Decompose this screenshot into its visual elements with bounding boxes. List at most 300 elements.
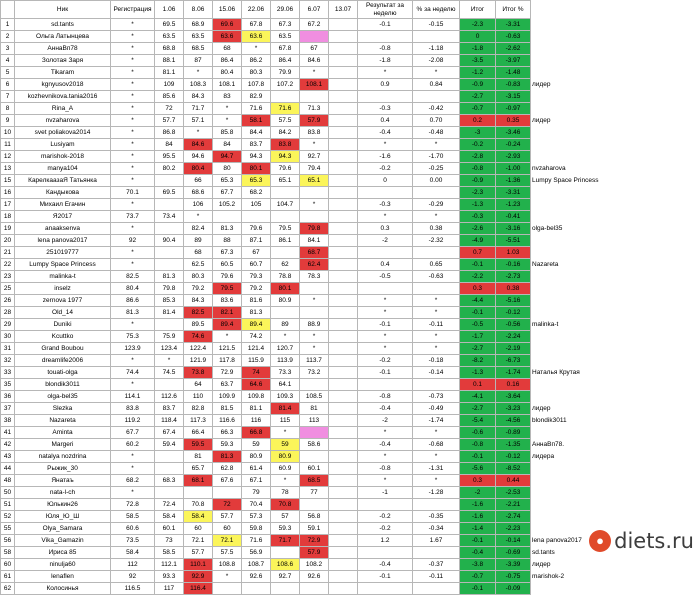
week-result-cell: -0.2 xyxy=(358,523,413,535)
weight-cell: 80.1 xyxy=(242,163,271,175)
weight-cell: 116 xyxy=(242,415,271,427)
weight-cell: 78.8 xyxy=(271,271,300,283)
weight-cell: 117 xyxy=(155,583,184,595)
week-percent-cell: -0.11 xyxy=(413,571,460,583)
weight-cell: 74.2 xyxy=(242,331,271,343)
week-percent-cell xyxy=(413,187,460,199)
weight-cell: * xyxy=(213,115,242,127)
registration-cell: * xyxy=(111,115,155,127)
nick-cell: Grand Boubou xyxy=(15,343,111,355)
total-percent-cell: -0.89 xyxy=(496,427,531,439)
week-result-cell: -2 xyxy=(358,415,413,427)
table-row xyxy=(1,439,669,451)
week-result-cell: * xyxy=(358,475,413,487)
weight-cell: 117.8 xyxy=(213,355,242,367)
nick-cell: Slezka xyxy=(15,403,111,415)
registration-cell: * xyxy=(111,379,155,391)
total-cell: -2.6 xyxy=(460,223,496,235)
weight-cell: 57 xyxy=(271,511,300,523)
weight-cell xyxy=(329,439,358,451)
nick-cell: Золотая Заря xyxy=(15,55,111,67)
week-percent-cell: -0.68 xyxy=(413,439,460,451)
weight-cell: 81.1 xyxy=(155,67,184,79)
registration-cell: * xyxy=(111,55,155,67)
weight-cell: 87 xyxy=(184,55,213,67)
weight-cell: 73.3 xyxy=(271,367,300,379)
total-percent-cell: -3.64 xyxy=(496,391,531,403)
week-result-cell: -0.8 xyxy=(358,391,413,403)
weight-cell: 66.4 xyxy=(184,427,213,439)
weight-cell: 89.4 xyxy=(242,319,271,331)
total-percent-cell: -0.24 xyxy=(496,139,531,151)
week-result-cell: 0.9 xyxy=(358,79,413,91)
weight-cell xyxy=(329,559,358,571)
total-cell: -0.1 xyxy=(460,583,496,595)
nick-cell: nata-l-ch xyxy=(15,487,111,499)
total-cell: -5.6 xyxy=(460,463,496,475)
week-percent-cell: * xyxy=(413,343,460,355)
total-percent-cell: -2.73 xyxy=(496,271,531,283)
row-number: 42 xyxy=(1,439,15,451)
week-percent-cell: -0.15 xyxy=(413,19,460,31)
weight-cell xyxy=(329,379,358,391)
weight-cell xyxy=(329,163,358,175)
week-percent-cell: * xyxy=(413,451,460,463)
weight-cell: 83.7 xyxy=(242,139,271,151)
weight-cell: 94.3 xyxy=(271,151,300,163)
side-note xyxy=(531,379,669,391)
weight-cell: 68.2 xyxy=(242,187,271,199)
total-cell: -1.4 xyxy=(460,523,496,535)
weight-cell: 57.1 xyxy=(184,115,213,127)
weight-cell: 63.7 xyxy=(213,379,242,391)
total-cell: -3 xyxy=(460,127,496,139)
week-percent-cell: 1.67 xyxy=(413,535,460,547)
total-cell: -1.3 xyxy=(460,367,496,379)
total-cell: 0.3 xyxy=(460,475,496,487)
nick-cell: Old_14 xyxy=(15,307,111,319)
weight-cell: 75.9 xyxy=(155,331,184,343)
watermark xyxy=(589,529,694,553)
weight-cell: 86.1 xyxy=(271,235,300,247)
weight-cell: 68 xyxy=(213,43,242,55)
week-result-cell xyxy=(358,583,413,595)
week-result-cell xyxy=(358,247,413,259)
row-number: 21 xyxy=(1,247,15,259)
weight-cell: 71.6 xyxy=(271,103,300,115)
registration-cell: * xyxy=(111,103,155,115)
weight-cell: 79.8 xyxy=(300,223,329,235)
week-percent-cell: -0.37 xyxy=(413,559,460,571)
weight-cell: 59.3 xyxy=(271,523,300,535)
total-percent-cell: -2.24 xyxy=(496,331,531,343)
total-cell: -0.1 xyxy=(460,451,496,463)
weight-cell: 63.5 xyxy=(155,31,184,43)
weight-cell: 57.7 xyxy=(155,115,184,127)
weight-cell: 109 xyxy=(155,79,184,91)
weight-cell: 84.3 xyxy=(184,91,213,103)
week-percent-cell: -0.18 xyxy=(413,355,460,367)
total-percent-cell: -3.23 xyxy=(496,403,531,415)
weight-cell: * xyxy=(213,331,242,343)
weight-cell: 69.5 xyxy=(155,187,184,199)
week-result-cell: -1 xyxy=(358,487,413,499)
weight-cell xyxy=(155,247,184,259)
total-percent-cell: -8.52 xyxy=(496,463,531,475)
table-row xyxy=(1,379,669,391)
weight-cell: 108.8 xyxy=(213,559,242,571)
weight-cell: 65.1 xyxy=(300,175,329,187)
weight-cell: 67.3 xyxy=(271,19,300,31)
nick-cell: Ольга Латынцева xyxy=(15,31,111,43)
row-number: 19 xyxy=(1,223,15,235)
nick-cell: 251019777 xyxy=(15,247,111,259)
week-percent-cell: -2.08 xyxy=(413,55,460,67)
side-note: lena panova2017 xyxy=(531,535,669,547)
row-number: 33 xyxy=(1,367,15,379)
weight-cell: 60 xyxy=(213,523,242,535)
row-number: 32 xyxy=(1,355,15,367)
week-result-cell: * xyxy=(358,451,413,463)
week-percent-cell: -0.42 xyxy=(413,103,460,115)
weight-cell: 57.7 xyxy=(213,511,242,523)
table-row xyxy=(1,271,669,283)
nick-cell: lena panova2017 xyxy=(15,235,111,247)
weight-cell: 112.1 xyxy=(155,559,184,571)
week-result-cell: -1.6 xyxy=(358,151,413,163)
week-percent-cell: -0.11 xyxy=(413,319,460,331)
weight-cell: 89 xyxy=(271,319,300,331)
total-cell: -0.7 xyxy=(460,103,496,115)
total-percent-cell: -2.53 xyxy=(496,487,531,499)
weight-cell: 70.8 xyxy=(271,499,300,511)
registration-cell: * xyxy=(111,79,155,91)
week-result-cell: -0.3 xyxy=(358,199,413,211)
total-percent-cell: -1.35 xyxy=(496,439,531,451)
weight-cell: 82.5 xyxy=(184,307,213,319)
registration-cell: * xyxy=(111,451,155,463)
weight-cell xyxy=(329,223,358,235)
weight-cell: 72.1 xyxy=(184,535,213,547)
nick-cell: Rina_A xyxy=(15,103,111,115)
total-percent-cell: -3.97 xyxy=(496,55,531,67)
weight-cell: 57.5 xyxy=(213,547,242,559)
side-note: olga-bel35 xyxy=(531,223,669,235)
nick-cell: svet poliakova2014 xyxy=(15,127,111,139)
row-number: 3 xyxy=(1,43,15,55)
weight-cell: 85.6 xyxy=(155,91,184,103)
weight-cell: * xyxy=(213,571,242,583)
weight-cell xyxy=(155,487,184,499)
weight-cell: 80.4 xyxy=(213,67,242,79)
total-cell: -0.1 xyxy=(460,259,496,271)
weight-cell: 59.3 xyxy=(213,439,242,451)
weight-cell xyxy=(329,307,358,319)
weight-cell: 118.4 xyxy=(155,415,184,427)
week-percent-cell: 0.70 xyxy=(413,115,460,127)
weight-cell xyxy=(329,43,358,55)
weight-cell: 58.1 xyxy=(242,115,271,127)
weight-cell: 116.6 xyxy=(213,415,242,427)
week-percent-cell: -0.29 xyxy=(413,199,460,211)
weight-cell: 92.6 xyxy=(242,571,271,583)
table-row xyxy=(1,319,669,331)
nick-cell: Ириса 85 xyxy=(15,547,111,559)
weight-cell: 57.5 xyxy=(271,115,300,127)
registration-cell: 73.5 xyxy=(111,535,155,547)
weight-cell: 62 xyxy=(271,259,300,271)
weight-cell: * xyxy=(155,355,184,367)
nick-cell: Tikaram xyxy=(15,67,111,79)
weight-cell: 79 xyxy=(242,487,271,499)
week-percent-cell xyxy=(413,247,460,259)
weight-cell: 74.5 xyxy=(155,367,184,379)
weight-cell xyxy=(329,55,358,67)
total-percent-cell: -3.39 xyxy=(496,559,531,571)
weight-cell: 57.7 xyxy=(184,547,213,559)
side-note xyxy=(531,31,669,43)
nick-cell: nvzaharova xyxy=(15,115,111,127)
total-cell: -3.5 xyxy=(460,55,496,67)
table-row xyxy=(1,295,669,307)
nick-cell: kgnyusov2018 xyxy=(15,79,111,91)
total-cell: 0.7 xyxy=(460,247,496,259)
registration-cell: * xyxy=(111,43,155,55)
row-number: 31 xyxy=(1,343,15,355)
registration-cell: 60.6 xyxy=(111,523,155,535)
weight-cell: 67.7 xyxy=(213,187,242,199)
weight-cell: 92.6 xyxy=(300,571,329,583)
weight-cell: * xyxy=(300,331,329,343)
weight-cell: 59 xyxy=(242,439,271,451)
week-percent-cell xyxy=(413,583,460,595)
registration-cell: 73.7 xyxy=(111,211,155,223)
week-percent-cell: 0.65 xyxy=(413,259,460,271)
total-percent-cell: 0.38 xyxy=(496,283,531,295)
weight-cell: 109.3 xyxy=(271,391,300,403)
weight-cell: 71.6 xyxy=(242,535,271,547)
nick-cell: Михаил Егачин xyxy=(15,199,111,211)
weight-cell xyxy=(329,211,358,223)
weight-cell: 81.1 xyxy=(242,403,271,415)
side-note: лидер xyxy=(531,559,669,571)
side-note xyxy=(531,139,669,151)
side-note xyxy=(531,511,669,523)
weight-cell: 70.4 xyxy=(242,499,271,511)
week-result-cell xyxy=(358,91,413,103)
total-cell: -0.5 xyxy=(460,319,496,331)
row-number: 18 xyxy=(1,211,15,223)
week-percent-cell: -1.31 xyxy=(413,463,460,475)
weight-cell: 64 xyxy=(184,379,213,391)
weight-cell: 90.4 xyxy=(155,235,184,247)
weight-cell: 84.4 xyxy=(242,127,271,139)
total-cell: -3.8 xyxy=(460,559,496,571)
weight-cell: 60.1 xyxy=(155,523,184,535)
total-percent-cell: -1.48 xyxy=(496,67,531,79)
weight-cell: * xyxy=(184,127,213,139)
weight-cell xyxy=(300,451,329,463)
weight-cell: 79.5 xyxy=(213,283,242,295)
weight-cell: 68.5 xyxy=(184,43,213,55)
weight-cell: 81.3 xyxy=(242,307,271,319)
registration-cell: 83.8 xyxy=(111,403,155,415)
side-note xyxy=(531,151,669,163)
weight-cell xyxy=(329,151,358,163)
total-percent-cell: -0.16 xyxy=(496,259,531,271)
week-percent-cell: -1.28 xyxy=(413,487,460,499)
weight-cell: 120.7 xyxy=(271,343,300,355)
column-header: 13.07 xyxy=(329,1,358,19)
total-cell: -1.7 xyxy=(460,331,496,343)
row-number: 37 xyxy=(1,403,15,415)
row-number: 51 xyxy=(1,499,15,511)
weight-cell: 108.2 xyxy=(300,559,329,571)
total-percent-cell: -0.14 xyxy=(496,535,531,547)
total-cell: -0.8 xyxy=(460,163,496,175)
weight-cell: 104.7 xyxy=(271,199,300,211)
total-cell: -0.1 xyxy=(460,307,496,319)
weight-cell: 68 xyxy=(184,247,213,259)
weight-cell: 61.4 xyxy=(242,463,271,475)
weight-cell: 107.8 xyxy=(242,79,271,91)
registration-cell: 116.5 xyxy=(111,583,155,595)
nick-cell: Duniki xyxy=(15,319,111,331)
total-cell: 0.1 xyxy=(460,379,496,391)
weight-cell: * xyxy=(300,139,329,151)
total-percent-cell: -1.74 xyxy=(496,367,531,379)
column-header: 29.06 xyxy=(271,1,300,19)
nick-cell: Olya_Samara xyxy=(15,523,111,535)
weight-cell: 92.7 xyxy=(271,571,300,583)
weight-cell xyxy=(329,511,358,523)
weight-cell: 64.1 xyxy=(271,379,300,391)
nick-cell: inselz xyxy=(15,283,111,295)
weight-cell xyxy=(155,463,184,475)
weight-cell: 65.7 xyxy=(184,463,213,475)
weight-cell: * xyxy=(271,331,300,343)
row-number: 52 xyxy=(1,511,15,523)
registration-cell: * xyxy=(111,355,155,367)
side-note: marishok-2 xyxy=(531,571,669,583)
weight-cell xyxy=(329,259,358,271)
weight-cell xyxy=(329,67,358,79)
weight-cell: 71.3 xyxy=(300,103,329,115)
weight-cell: 59.1 xyxy=(300,523,329,535)
weight-cell: 89.5 xyxy=(184,319,213,331)
weight-cell: 85.8 xyxy=(213,127,242,139)
table-row xyxy=(1,163,669,175)
registration-cell: * xyxy=(111,163,155,175)
total-cell: -0.3 xyxy=(460,211,496,223)
row-number: 23 xyxy=(1,271,15,283)
week-percent-cell xyxy=(413,499,460,511)
week-percent-cell: -0.25 xyxy=(413,163,460,175)
weight-cell: 62.5 xyxy=(184,259,213,271)
weight-cell xyxy=(329,295,358,307)
nick-cell: Margeri xyxy=(15,439,111,451)
week-percent-cell: -0.73 xyxy=(413,391,460,403)
total-cell: -0.2 xyxy=(460,139,496,151)
table-row xyxy=(1,367,669,379)
total-cell: -2.7 xyxy=(460,343,496,355)
nick-cell: anaaksenva xyxy=(15,223,111,235)
weight-cell: 108.1 xyxy=(300,79,329,91)
row-number: 38 xyxy=(1,415,15,427)
row-number: 62 xyxy=(1,583,15,595)
side-note xyxy=(531,427,669,439)
weight-cell xyxy=(329,367,358,379)
row-number: 43 xyxy=(1,451,15,463)
nick-cell: Lusiyam xyxy=(15,139,111,151)
weight-cell: 79.8 xyxy=(155,283,184,295)
week-result-cell: -0.8 xyxy=(358,43,413,55)
weight-cell: 80.3 xyxy=(184,271,213,283)
nick-cell: manya104 xyxy=(15,163,111,175)
week-result-cell xyxy=(358,499,413,511)
weight-cell: 79.4 xyxy=(300,163,329,175)
site-name: diets.ru xyxy=(614,529,694,553)
week-result-cell: -0.1 xyxy=(358,319,413,331)
total-percent-cell: -0.97 xyxy=(496,103,531,115)
weight-cell: 81.3 xyxy=(213,223,242,235)
table-row xyxy=(1,463,669,475)
weight-cell: 84 xyxy=(155,139,184,151)
week-result-cell: -0.5 xyxy=(358,271,413,283)
total-percent-cell: -2.62 xyxy=(496,43,531,55)
side-note xyxy=(531,211,669,223)
side-note: blondik3011 xyxy=(531,415,669,427)
weight-cell: 117.3 xyxy=(184,415,213,427)
table-row xyxy=(1,343,669,355)
week-result-cell xyxy=(358,187,413,199)
weight-cell: 69.5 xyxy=(155,19,184,31)
weight-cell: 74.6 xyxy=(184,331,213,343)
weight-cell: 63.6 xyxy=(213,31,242,43)
weight-cell xyxy=(329,31,358,43)
weight-cell: 74 xyxy=(242,367,271,379)
weight-cell: 73 xyxy=(155,535,184,547)
weight-cell: 72.1 xyxy=(213,535,242,547)
weight-cell: 83.6 xyxy=(213,295,242,307)
weight-cell xyxy=(300,31,329,43)
weight-cell: 80.2 xyxy=(155,163,184,175)
weight-cell xyxy=(329,403,358,415)
weight-cell: 63.5 xyxy=(271,31,300,43)
week-result-cell: -2 xyxy=(358,235,413,247)
weight-cell xyxy=(329,319,358,331)
weight-cell: 113.7 xyxy=(300,355,329,367)
total-percent-cell: -1.00 xyxy=(496,163,531,175)
weight-cell xyxy=(329,247,358,259)
week-result-cell: * xyxy=(358,343,413,355)
total-percent-cell: -0.41 xyxy=(496,211,531,223)
table-row xyxy=(1,475,669,487)
table-row xyxy=(1,91,669,103)
side-note: АннаВп78. xyxy=(531,439,669,451)
weight-cell: 59.4 xyxy=(155,439,184,451)
registration-cell: * xyxy=(111,151,155,163)
registration-cell: 92 xyxy=(111,571,155,583)
total-cell: -0.1 xyxy=(460,535,496,547)
weight-cell: 80 xyxy=(213,163,242,175)
weight-cell: 79.6 xyxy=(213,271,242,283)
weight-cell: 60.7 xyxy=(242,259,271,271)
week-result-cell: * xyxy=(358,67,413,79)
week-result-cell: -0.3 xyxy=(358,103,413,115)
week-result-cell: -0.1 xyxy=(358,571,413,583)
side-note xyxy=(531,67,669,79)
